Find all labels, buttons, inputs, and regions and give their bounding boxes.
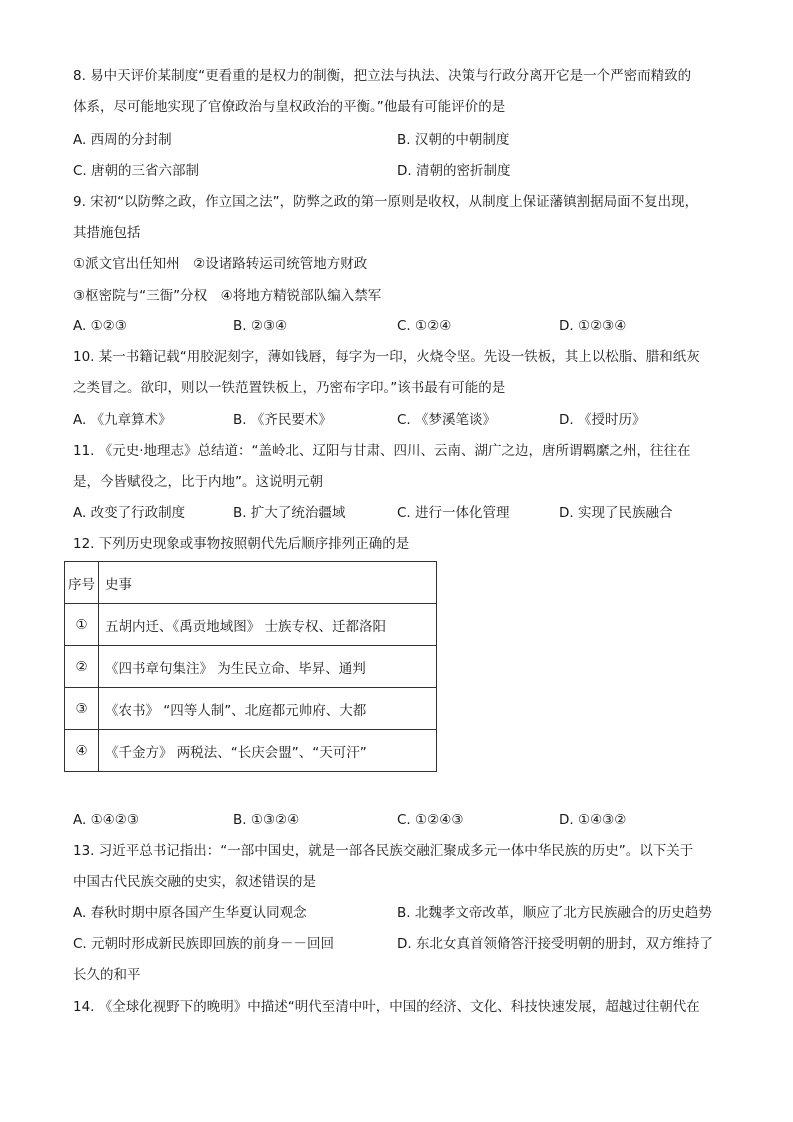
- q12-option-b: B. ①③②④: [233, 812, 300, 828]
- q13-stem-line2: 中国古代民族交融的史实，叙述错误的是: [73, 874, 316, 890]
- table-header-cell: 序号: [65, 562, 99, 604]
- table-cell-events: 《千金方》 两税法、“长庆会盟”、“天可汗”: [99, 730, 437, 772]
- table-cell-number: ③: [65, 688, 99, 730]
- q10-option-d: D. 《授时历》: [559, 412, 646, 428]
- table-header-row: [65, 562, 437, 604]
- q10-option-b: B. 《齐民要术》: [233, 412, 332, 428]
- q9-option-c: C. ①②④: [397, 318, 452, 334]
- q8-option-d: D. 清朝的密折制度: [397, 163, 511, 179]
- table-row: [65, 730, 437, 772]
- q13-option-a: A. 春秋时期中原各国产生华夏认同观念: [73, 905, 307, 921]
- q12-stem: 12. 下列历史现象或事物按照朝代先后顺序排列正确的是: [73, 536, 410, 552]
- q13-option-c: C. 元朝时形成新民族即回族的前身－－回回: [73, 936, 335, 952]
- table-row: [65, 604, 437, 646]
- table-row: [65, 646, 437, 688]
- table-row: [65, 688, 437, 730]
- table-cell-number: ④: [65, 730, 99, 772]
- q11-option-c: C. 进行一体化管理: [397, 505, 510, 521]
- q9-items-3-4: ③枢密院与“三衙”分权 ④将地方精锐部队编入禁军: [73, 288, 382, 304]
- q10-stem-line2: 之类冒之。欲印，则以一铁范置铁板上，乃密布字印。”该书最有可能的是: [73, 380, 506, 396]
- q11-option-d: D. 实现了民族融合: [559, 505, 673, 521]
- q14-stem-line1: 14. 《全球化视野下的晚明》中描述“明代至清中叶，中国的经济、文化、科技快速发展，超越过往朝代在: [73, 999, 700, 1015]
- table-cell-events: 《农书》 “四等人制”、北庭都元帅府、大都: [99, 688, 437, 730]
- q12-option-d: D. ①④③②: [559, 812, 627, 828]
- q11-stem-line1: 11. 《元史·地理志》总结道：“盖岭北、辽阳与甘肃、四川、云南、湖广之边，唐所谓羁縻之州，往往在: [73, 443, 691, 459]
- q10-stem-line1: 10. 某一书籍记载“用胶泥刻字，薄如钱唇，每字为一印，火烧令坚。先设一铁板，其上以松脂、腊和纸灰: [73, 349, 700, 365]
- q13-stem-line1: 13. 习近平总书记指出：“一部中国史，就是一部各民族交融汇聚成多元一体中华民族的历史”。以下关于: [73, 843, 694, 859]
- q11-stem-line2: 是，今皆赋役之，比于内地”。这说明元朝: [73, 474, 323, 490]
- q9-option-b: B. ②③④: [233, 318, 288, 334]
- q8-option-a: A. 西周的分封制: [73, 132, 172, 148]
- q12-option-c: C. ①②④③: [397, 812, 464, 828]
- q9-stem-line2: 其措施包括: [73, 225, 141, 241]
- q11-option-a: A. 改变了行政制度: [73, 505, 186, 521]
- q8-option-b: B. 汉朝的中朝制度: [397, 132, 510, 148]
- table-cell-number: ①: [65, 604, 99, 646]
- q9-stem-line1: 9. 宋初“以防弊之政，作立国之法”，防弊之政的第一原则是收权，从制度上保证藩镇割据局面不复出现，: [73, 194, 699, 210]
- q10-option-a: A. 《九章算术》: [73, 412, 172, 428]
- q8-stem-line2: 体系，尽可能地实现了官僚政治与皇权政治的平衡。”他最有可能评价的是: [73, 99, 506, 115]
- q13-option-d-line1: D. 东北女真首领脩答汗接受明朝的册封，双方维持了: [397, 936, 713, 952]
- q13-option-d-line2: 长久的和平: [73, 967, 141, 983]
- q13-option-b: B. 北魏孝文帝改革，顺应了北方民族融合的历史趋势: [397, 905, 712, 921]
- q8-option-c: C. 唐朝的三省六部制: [73, 163, 200, 179]
- table-cell-events: 《四书章句集注》 为生民立命、毕昇、通判: [99, 646, 437, 688]
- table-cell-events: 五胡内迁、《禹贡地域图》 士族专权、迁都洛阳: [99, 604, 437, 646]
- q9-items-1-2: ①派文官出任知州 ②设诸路转运司统管地方财政: [73, 256, 368, 272]
- q9-option-a: A. ①②③: [73, 318, 127, 334]
- q9-option-d: D. ①②③④: [559, 318, 627, 334]
- q11-option-b: B. 扩大了统治疆域: [233, 505, 346, 521]
- q12-option-a: A. ①④②③: [73, 812, 139, 828]
- table-cell-number: ②: [65, 646, 99, 688]
- table-header-cell: 史事: [99, 562, 437, 604]
- history-table: [64, 561, 437, 772]
- q10-option-c: C. 《梦溪笔谈》: [397, 412, 497, 428]
- q8-stem-line1: 8. 易中天评价某制度“更看重的是权力的制衡，把立法与执法、决策与行政分离开它是一个严密而精致的: [73, 68, 692, 84]
